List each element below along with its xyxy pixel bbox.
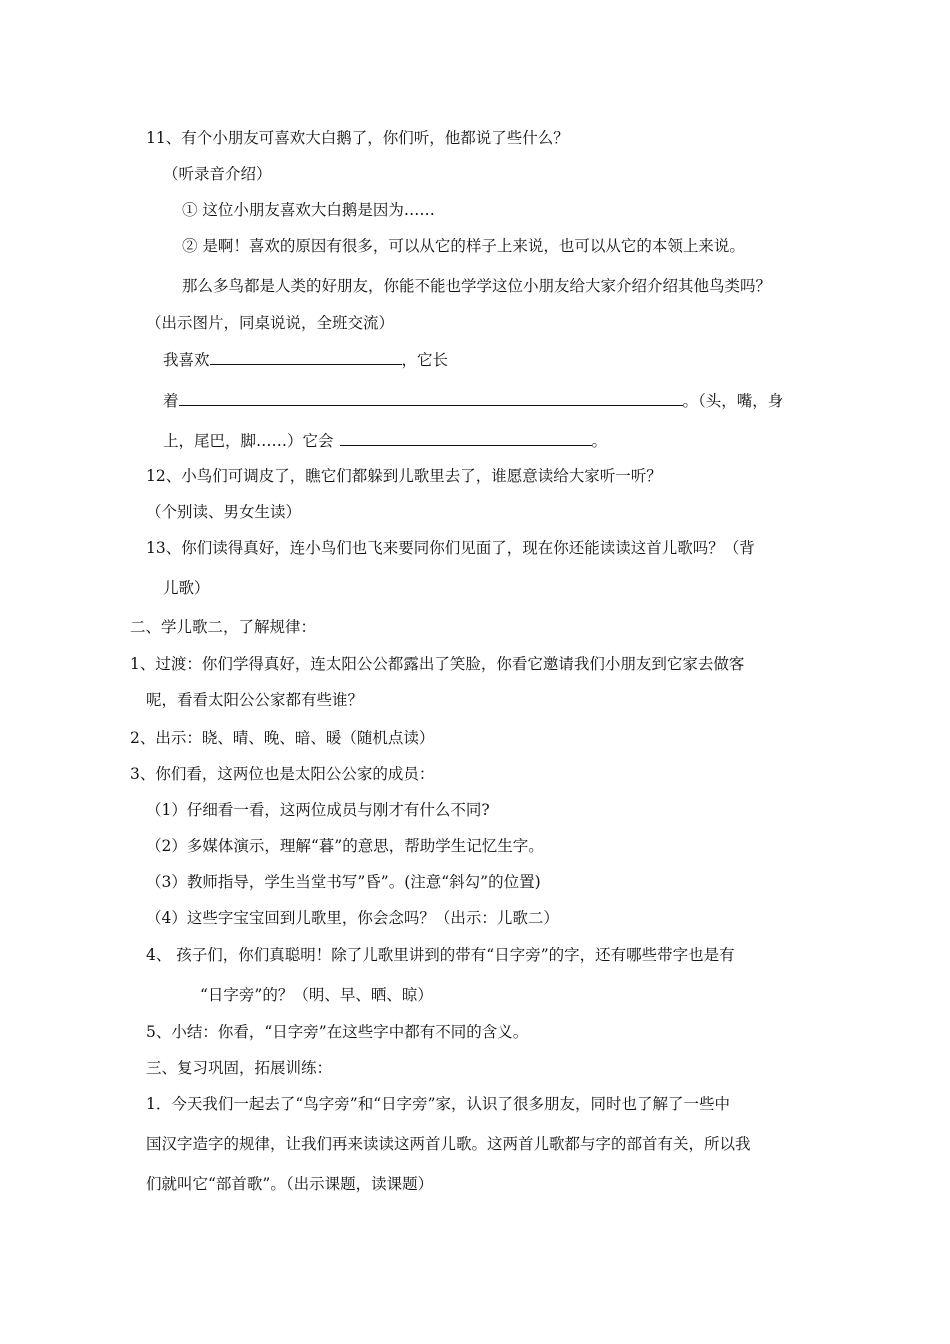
section-2-item-3-4: （4）这些字宝宝回到儿歌里，你会念吗？（出示：儿歌二） — [146, 909, 559, 927]
step-12: 12、小鸟们可调皮了，瞧它们都躲到儿歌里去了，谁愿意读给大家听一听？ — [146, 467, 662, 485]
fill-blank-appearance — [179, 389, 683, 406]
section-2-item-4: 4、 孩子们，你们真聪明！除了儿歌里讲到的带有“日字旁”的字，还有哪些带字也是有 — [146, 946, 735, 964]
fill-line-like — [163, 348, 448, 370]
fill-line-ability — [163, 429, 607, 451]
point-2: ② 是啊！喜欢的原因有很多，可以从它的样子上来说，也可以从它的本领上来说。 — [182, 237, 745, 255]
section-3-item-1-cont-b: 们就叫它“部首歌”。（出示课题，读课题） — [146, 1175, 434, 1193]
section-2-item-3: 3、你们看，这两位也是太阳公公家的成员： — [130, 765, 435, 783]
fill-blank-ability — [340, 429, 592, 446]
step-11: 11、有个小朋友可喜欢大白鹅了，你们听，他都说了些什么？ — [146, 129, 569, 147]
step-13-cont: 儿歌） — [163, 579, 210, 597]
note-listen-recording: （听录音介绍） — [163, 165, 272, 183]
section-3-item-1: 1．今天我们一起去了“鸟字旁”和“日字旁”家，认识了很多朋友，同时也了解了一些中 — [146, 1095, 731, 1113]
step-13: 13、你们读得真好，连小鸟们也飞来要同你们见面了，现在你还能读读这首儿歌吗？（背 — [146, 539, 755, 557]
section-3-item-1-cont-a: 国汉字造字的规律，让我们再来读读这两首儿歌。这两首儿歌都与字的部首有关，所以我 — [146, 1135, 751, 1153]
section-2-item-1-cont: 呢，看看太阳公公家都有些谁？ — [146, 691, 364, 709]
point-1: ① 这位小朋友喜欢大白鹅是因为…… — [182, 201, 435, 219]
note-reading: （个别读、男女生读） — [146, 503, 302, 521]
fill-text-end: 。 — [591, 432, 608, 450]
section-2-item-3-1: （1）仔细看一看，这两位成员与刚才有什么不同? — [146, 801, 490, 819]
section-3-heading: 三、复习巩固，拓展训练： — [146, 1059, 333, 1077]
fill-text-looks: ，它长 — [401, 351, 449, 369]
section-2-item-2: 2、出示：晓、晴、晚、暗、暖（随机点读） — [130, 729, 435, 747]
fill-blank-bird — [210, 348, 402, 365]
fill-text-has: 着 — [163, 392, 179, 410]
section-2-item-5: 5、小结：你看，“日字旁”在这些字中都有不同的含义。 — [146, 1023, 529, 1041]
section-2-item-3-2: （2）多媒体演示，理解“暮”的意思，帮助学生记忆生字。 — [146, 837, 544, 855]
paragraph-birds-friends: 那么多鸟都是人类的好朋友，你能不能也学学这位小朋友给大家介绍介绍其他鸟类吗？ — [182, 277, 772, 295]
fill-text-hints: 。（头，嘴，身 — [682, 392, 784, 410]
fill-text-can: 上，尾巴，脚……）它会 — [163, 432, 334, 450]
fill-line-appearance — [163, 389, 783, 411]
note-show-pictures: （出示图片，同桌说说，全班交流） — [146, 314, 395, 332]
section-2-item-4-cont: “日字旁”的？（明、早、晒、晾） — [200, 986, 433, 1004]
section-2-item-1: 1、过渡：你们学得真好，连太阳公公都露出了笑脸，你看它邀请我们小朋友到它家去做客 — [130, 655, 745, 673]
section-2-heading: 二、学儿歌二，了解规律： — [130, 618, 317, 636]
fill-text-like: 我喜欢 — [163, 351, 210, 369]
section-2-item-3-3: （3）教师指导，学生当堂书写”昏”。(注意“斜勾”的位置) — [146, 873, 541, 891]
